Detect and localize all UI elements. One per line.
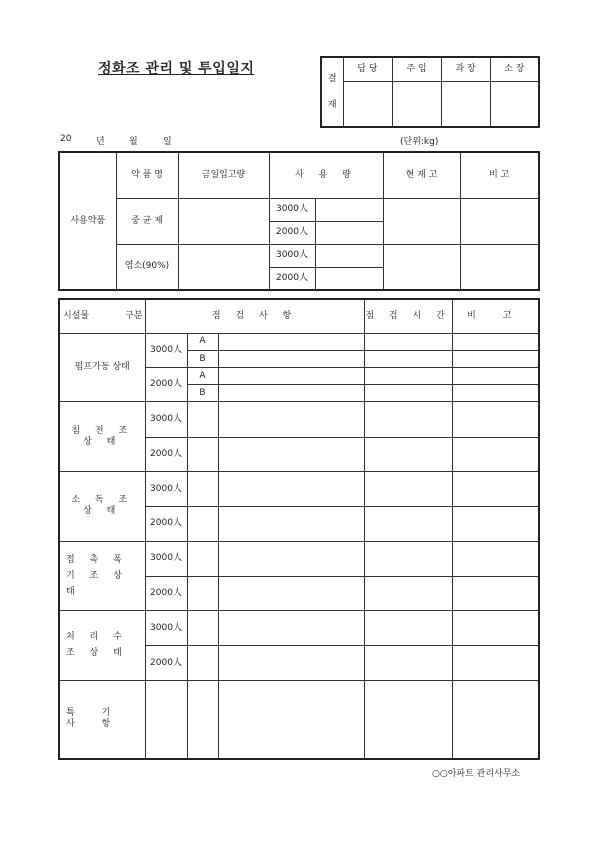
sub-cell[interactable] bbox=[187, 576, 218, 610]
document-title: 정화조 관리 및 투입일지 bbox=[98, 61, 255, 77]
signature-cell[interactable] bbox=[490, 81, 539, 127]
note-cell[interactable] bbox=[452, 333, 539, 350]
check-cell[interactable] bbox=[218, 507, 364, 541]
size-label: 3000人 bbox=[145, 402, 187, 437]
facility-label: 처 리 수 조 상 태 bbox=[59, 611, 145, 681]
sub-cell[interactable] bbox=[187, 507, 218, 541]
approval-label bbox=[321, 57, 343, 127]
time-cell[interactable] bbox=[364, 541, 452, 576]
header-check-time: 점 검 시 간 bbox=[364, 299, 452, 333]
note-cell[interactable] bbox=[452, 576, 539, 610]
sub-cell[interactable] bbox=[187, 437, 218, 471]
check-cell[interactable] bbox=[218, 368, 364, 385]
table1-header: 비 고 bbox=[460, 152, 539, 198]
sub-cell[interactable] bbox=[187, 471, 218, 506]
note-cell[interactable] bbox=[460, 244, 539, 290]
unit-note: (단위:kg) bbox=[400, 137, 439, 147]
date-month-unit: 월 bbox=[129, 137, 138, 147]
sub-label: B bbox=[187, 385, 218, 402]
special-notes-label: 특 기 사 항 bbox=[59, 680, 145, 759]
check-cell[interactable] bbox=[218, 646, 364, 680]
size-label: 2000人 bbox=[145, 437, 187, 471]
size-label: 2000人 bbox=[145, 576, 187, 610]
size-label: 3000人 bbox=[145, 541, 187, 576]
time-cell[interactable] bbox=[364, 646, 452, 680]
sub-label: A bbox=[187, 333, 218, 350]
sub-cell[interactable] bbox=[187, 541, 218, 576]
signature-cell[interactable] bbox=[441, 81, 490, 127]
note-cell[interactable] bbox=[452, 507, 539, 541]
note-cell[interactable] bbox=[452, 611, 539, 646]
date-year: 20 bbox=[60, 134, 72, 144]
sub-label: A bbox=[187, 368, 218, 385]
special-cell[interactable] bbox=[364, 680, 452, 759]
usage-cell[interactable] bbox=[315, 244, 383, 267]
check-cell[interactable] bbox=[218, 576, 364, 610]
facility-label: 침 전 조 상 태 bbox=[59, 402, 145, 472]
check-cell[interactable] bbox=[218, 350, 364, 367]
time-cell[interactable] bbox=[364, 437, 452, 471]
special-cell[interactable] bbox=[145, 680, 187, 759]
stock-cell[interactable] bbox=[383, 244, 460, 290]
special-cell[interactable] bbox=[452, 680, 539, 759]
check-cell[interactable] bbox=[218, 385, 364, 402]
size-label: 2000人 bbox=[269, 221, 315, 244]
approval-label-bottom: 재 bbox=[327, 100, 337, 110]
drug-name: 염소(90%) bbox=[116, 244, 178, 290]
drug-name: 중 균 제 bbox=[116, 198, 178, 244]
approval-role: 담 당 bbox=[343, 57, 392, 81]
size-label: 2000人 bbox=[145, 646, 187, 680]
size-label: 3000人 bbox=[269, 244, 315, 267]
sub-label: B bbox=[187, 350, 218, 367]
footer-office: ○○아파트 관리사무소 bbox=[432, 769, 521, 779]
note-cell[interactable] bbox=[452, 471, 539, 506]
size-label: 2000人 bbox=[145, 507, 187, 541]
header-check-items: 점 검 사 항 bbox=[145, 299, 364, 333]
note-cell[interactable] bbox=[452, 350, 539, 367]
note-cell[interactable] bbox=[452, 437, 539, 471]
sub-cell[interactable] bbox=[187, 646, 218, 680]
approval-role: 주 임 bbox=[392, 57, 441, 81]
usage-cell[interactable] bbox=[315, 221, 383, 244]
check-cell[interactable] bbox=[218, 437, 364, 471]
size-label: 3000人 bbox=[145, 333, 187, 367]
table1-header: 금일입고량 bbox=[178, 152, 269, 198]
table1-header: 현 재 고 bbox=[383, 152, 460, 198]
note-cell[interactable] bbox=[452, 385, 539, 402]
usage-cell[interactable] bbox=[315, 198, 383, 221]
table1-header: 약 품 명 bbox=[116, 152, 178, 198]
date-year-unit: 년 bbox=[96, 137, 105, 147]
size-label: 3000人 bbox=[145, 611, 187, 646]
special-cell[interactable] bbox=[187, 680, 218, 759]
time-cell[interactable] bbox=[364, 576, 452, 610]
approval-label-top: 결 bbox=[327, 74, 337, 84]
size-label: 3000人 bbox=[269, 198, 315, 221]
note-cell[interactable] bbox=[452, 646, 539, 680]
note-cell[interactable] bbox=[460, 198, 539, 244]
approval-box bbox=[320, 56, 540, 128]
incoming-cell[interactable] bbox=[178, 198, 269, 244]
time-cell[interactable] bbox=[364, 611, 452, 646]
note-cell[interactable] bbox=[452, 368, 539, 385]
time-cell[interactable] bbox=[364, 385, 452, 402]
header-division-label: 구분 bbox=[125, 310, 143, 321]
stock-cell[interactable] bbox=[383, 198, 460, 244]
facility-label: 접 촉 폭 기 조 상 태 bbox=[59, 541, 145, 611]
time-cell[interactable] bbox=[364, 471, 452, 506]
check-cell[interactable] bbox=[218, 541, 364, 576]
approval-role: 과 장 bbox=[441, 57, 490, 81]
size-label: 2000人 bbox=[269, 267, 315, 290]
signature-cell[interactable] bbox=[343, 81, 392, 127]
header-facility-label: 시설물 bbox=[63, 310, 90, 321]
check-cell[interactable] bbox=[218, 471, 364, 506]
time-cell[interactable] bbox=[364, 368, 452, 385]
note-cell[interactable] bbox=[452, 402, 539, 437]
pump-label: 펌프가동 상태 bbox=[59, 333, 145, 402]
chemical-table bbox=[58, 151, 540, 291]
note-cell[interactable] bbox=[452, 541, 539, 576]
special-cell[interactable] bbox=[218, 680, 364, 759]
time-cell[interactable] bbox=[364, 350, 452, 367]
check-cell[interactable] bbox=[218, 333, 364, 350]
size-label: 2000人 bbox=[145, 368, 187, 402]
check-cell[interactable] bbox=[218, 402, 364, 437]
table1-row-header: 사용약품 bbox=[59, 152, 116, 290]
size-label: 3000人 bbox=[145, 471, 187, 506]
time-cell[interactable] bbox=[364, 507, 452, 541]
time-cell[interactable] bbox=[364, 333, 452, 350]
table1-header: 사 용 량 bbox=[269, 152, 383, 198]
signature-cell[interactable] bbox=[392, 81, 441, 127]
facility-label: 소 독 조 상 태 bbox=[59, 471, 145, 541]
date-day-unit: 일 bbox=[163, 137, 172, 147]
header-facility bbox=[59, 299, 145, 333]
time-cell[interactable] bbox=[364, 402, 452, 437]
sub-cell[interactable] bbox=[187, 611, 218, 646]
incoming-cell[interactable] bbox=[178, 244, 269, 290]
inspection-table bbox=[58, 298, 540, 760]
check-cell[interactable] bbox=[218, 611, 364, 646]
header-note: 비 고 bbox=[452, 299, 539, 333]
sub-cell[interactable] bbox=[187, 402, 218, 437]
usage-cell[interactable] bbox=[315, 267, 383, 290]
approval-role: 소 장 bbox=[490, 57, 539, 81]
